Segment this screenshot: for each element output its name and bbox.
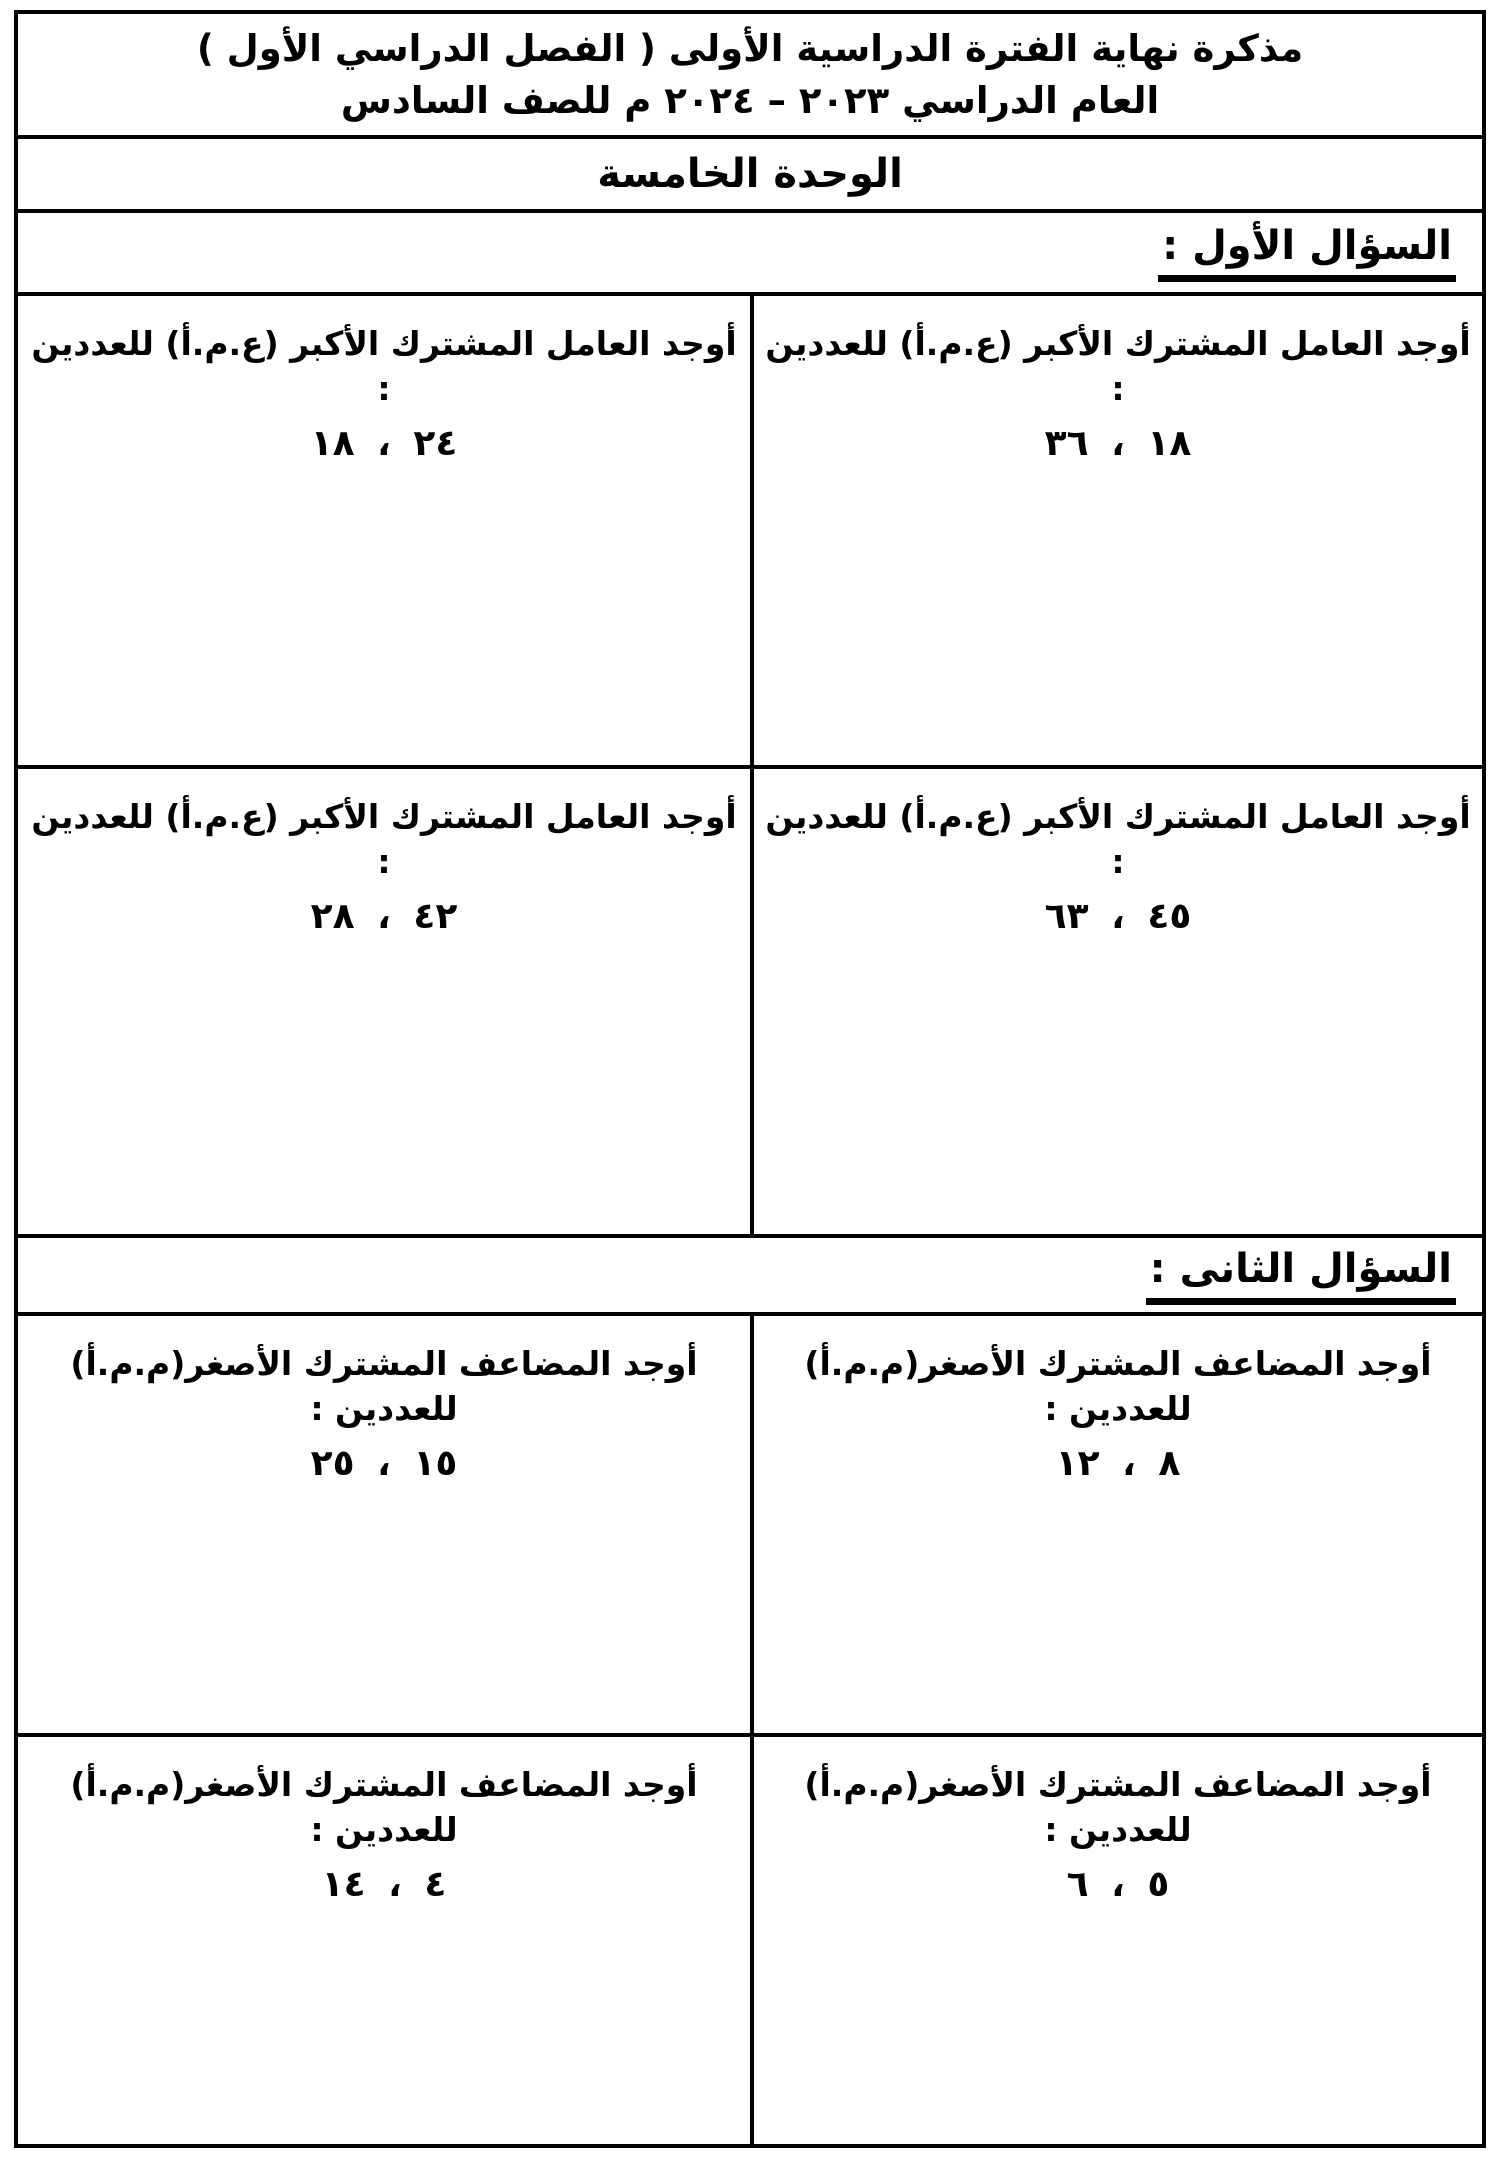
question-cell-lcm-3 [750,1737,1482,2144]
question-numbers: ١٨ ، ٣٦ [1044,423,1192,465]
header-title-line1: مذكرة نهاية الفترة الدراسية الأولى ( الفصل الدراسي الأول ) [196,26,1304,70]
question2-grid-row2 [18,1737,1482,2144]
question1-grid-row2 [18,769,1482,1238]
question-cell-gcf-4 [18,769,750,1234]
question-numbers: ١٥ ، ٢٥ [310,1443,458,1485]
question-numbers: ٤ ، ١٤ [321,1864,447,1906]
question-prompt: أوجد المضاعف المشترك الأصغر(م.م.أ) للعددين : [804,1765,1432,1849]
question-prompt: أوجد المضاعف المشترك الأصغر(م.م.أ) للعددين : [804,1344,1432,1428]
question1-label: السؤال الأول : [1158,223,1456,282]
question-cell-lcm-4 [18,1737,750,2144]
question-prompt: أوجد العامل المشترك الأكبر (ع.م.أ) للعددين : [765,797,1471,881]
question-numbers: ٤٢ ، ٢٨ [310,896,458,938]
header-row [18,14,1482,139]
header-title-line2: العام الدراسي ٢٠٢٣ – ٢٠٢٤ م للصف السادس [340,78,1160,122]
question-prompt: أوجد المضاعف المشترك الأصغر(م.م.أ) للعددين : [70,1344,698,1428]
question-numbers: ٨ ، ١٢ [1055,1443,1181,1485]
question2-grid-row1 [18,1316,1482,1737]
question-cell-lcm-2 [18,1316,750,1733]
question1-label-row [18,213,1482,296]
question-prompt: أوجد العامل المشترك الأكبر (ع.م.أ) للعددين : [765,324,1471,408]
question-cell-gcf-1 [750,296,1482,765]
unit-title: الوحدة الخامسة [597,151,903,197]
unit-row [18,139,1482,213]
worksheet-table [14,10,1486,2148]
question-prompt: أوجد المضاعف المشترك الأصغر(م.م.أ) للعددين : [70,1765,698,1849]
question-cell-gcf-2 [18,296,750,765]
question-cell-gcf-3 [750,769,1482,1234]
question-numbers: ٢٤ ، ١٨ [310,423,458,465]
question1-grid-row1 [18,296,1482,769]
question-numbers: ٤٥ ، ٦٣ [1044,896,1192,938]
question-prompt: أوجد العامل المشترك الأكبر (ع.م.أ) للعددين : [31,324,737,408]
question-prompt: أوجد العامل المشترك الأكبر (ع.م.أ) للعددين : [31,797,737,881]
question2-label-row [18,1238,1482,1316]
question-numbers: ٥ ، ٦ [1066,1864,1170,1906]
question-cell-lcm-1 [750,1316,1482,1733]
question2-label: السؤال الثانى : [1146,1246,1456,1305]
